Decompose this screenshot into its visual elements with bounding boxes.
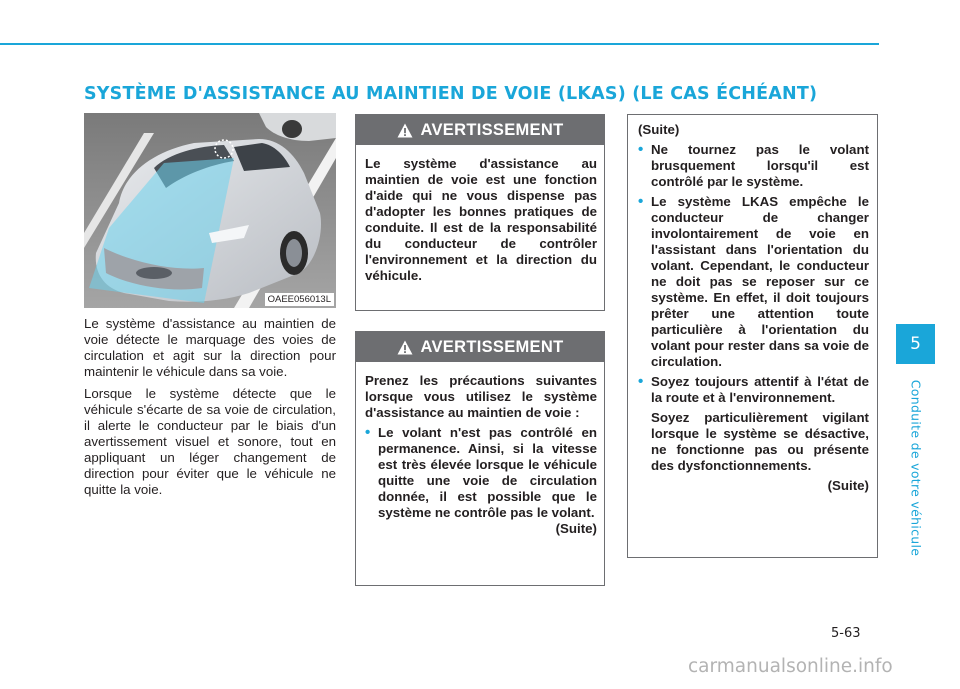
warning-body: [356, 145, 604, 292]
suite-label: (Suite): [555, 521, 597, 536]
warning-body: [356, 362, 604, 545]
car-illustration-svg: [84, 113, 336, 308]
figure-code: OAEE056013L: [265, 293, 334, 306]
suite-label: (Suite): [827, 478, 869, 493]
warning-triangle-icon: [397, 123, 413, 138]
warning-text: Le système d'assistance au maintien de voie est une fonction d'aide qui ne vous dispense pas d'adopter les bonnes pratiques de conduite. Il est de la responsabilité du conducteur de contrôler l'environnement et la direction du véhicule.: [365, 156, 597, 283]
car-lane-illustration: [84, 113, 336, 308]
continuation-paragraph: Soyez particulièrement vigilant lorsque le système se désactive, ne fonctionne pas ou présente des dysfonctionnements.: [651, 410, 869, 473]
continuation-heading: (Suite): [638, 122, 680, 137]
warning-header: [356, 332, 604, 362]
chapter-number-tab: 5: [896, 324, 935, 364]
warning-box-1: [355, 114, 605, 311]
warning-bullet: • Le volant n'est pas contrôlé en permanence. Ainsi, si la vitesse est très élevée lorsque le véhicule quitte une voie de circulation donnée, il est possible que le système ne contrôle pas le volant.: [365, 425, 597, 521]
chapter-title-vertical: Conduite de votre véhicule: [908, 379, 924, 557]
warning-title: AVERTISSEMENT: [420, 337, 564, 356]
continuation-box: [627, 114, 878, 558]
warning-triangle-icon: [397, 340, 413, 355]
warning-box-2: [355, 331, 605, 586]
watermark: carmanualsonline.info: [688, 656, 893, 677]
warning-intro: Prenez les précautions suivantes lorsque vous utilisez le système d'assistance au maintien de voie :: [365, 373, 597, 420]
header-rule: [0, 43, 879, 45]
body-text: [84, 316, 336, 504]
section-title: SYSTÈME D'ASSISTANCE AU MAINTIEN DE VOIE (LKAS) (LE CAS ÉCHÉANT): [84, 84, 818, 104]
warning-title: AVERTISSEMENT: [420, 120, 564, 139]
continuation-bullet: • Le système LKAS empêche le conducteur de changer involontairement de voie en l'assistant dans l'orientation du volant. Cependant, le conducteur ne doit pas se reposer sur ce système. En effet, il doit toujours prêter une attention toute particulière à l'orientation du volant pour rester dans sa voie de circulation.: [638, 194, 869, 370]
body-paragraph: Lorsque le système détecte que le véhicule s'écarte de sa voie de circulation, il alerte le conducteur par le biais d'un avertissement visuel et sonore, tout en appliquant un léger changement de direction pour éviter que le véhicule ne quitte la voie.: [84, 386, 336, 497]
warning-header: [356, 115, 604, 145]
page-number: 5-63: [831, 626, 861, 641]
body-paragraph: Le système d'assistance au maintien de voie détecte le marquage des voies de circulation et agit sur la direction pour maintenir le véhicule dans sa voie.: [84, 316, 336, 379]
continuation-bullet: • Ne tournez pas le volant brusquement lorsqu'il est contrôlé par le système.: [638, 142, 869, 190]
continuation-bullet: • Soyez toujours attentif à l'état de la route et à l'environnement.: [638, 374, 869, 406]
